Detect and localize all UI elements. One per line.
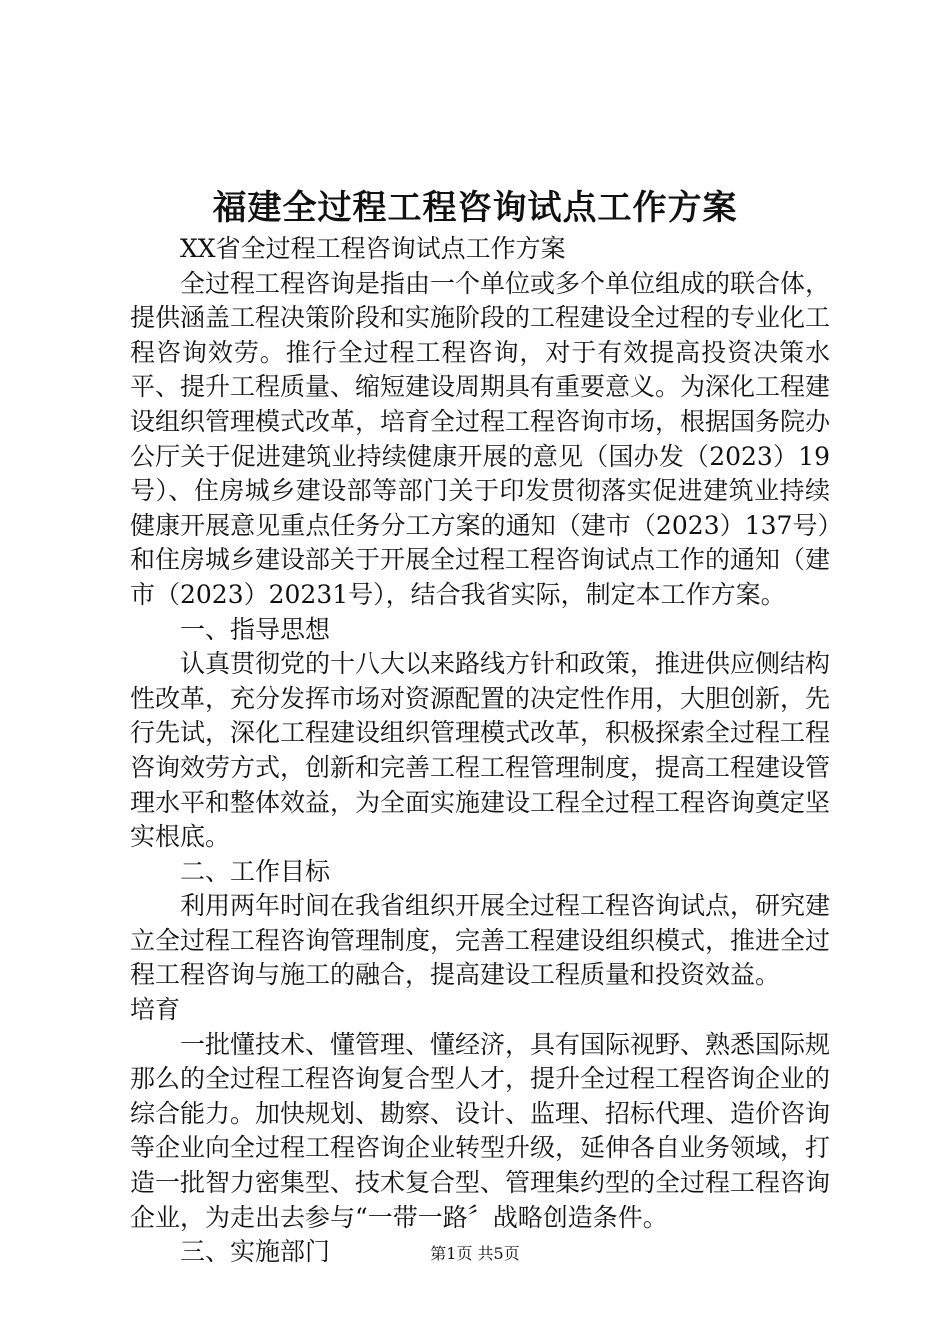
section-heading-work-goals: 二、工作目标 <box>180 856 331 886</box>
document-title: 福建全过程工程咨询试点工作方案 <box>212 188 738 228</box>
section-heading-implementing-departments: 三、实施部门 <box>180 1237 331 1267</box>
paragraph-talent: 一批懂技术、懂管理、懂经济，具有国际视野、熟悉国际规那么的全过程工程咨询复合型人才，提升全过程工程咨询企业的综合能力。加快规划、勘察、设计、监理、招标代理、造价咨询等企业向全过程工程咨询企业转型升级，延伸各自业务领域，打造一批智力密集型、技术复合型、管理集约型的全过程工程咨询企业，为走出去参与“一带一路〞战略创造条件。 <box>130 1029 831 1232</box>
document-body <box>130 232 830 1270</box>
page-footer: 第1页 共5页 <box>430 1244 520 1263</box>
paragraph-intro: 全过程工程咨询是指由一个单位或多个单位组成的联合体，提供涵盖工程决策阶段和实施阶段的工程建设全过程的专业化工程咨询效劳。推行全过程工程咨询，对于有效提高投资决策水平、提升工程质量、缩短建设周期具有重要意义。为深化工程建设组织管理模式改革，培育全过程工程咨询市场，根据国务院办公厅关于促进建筑业持续健康开展的意见（国办发（2023）19号）、住房城乡建设部等部门关于印发贯彻落实促进建筑业持续健康开展意见重点任务分工方案的通知（建市（2023）137号）和住房城乡建设部关于开展全过程工程咨询试点工作的通知（建市（2023）20231号），结合我省实际，制定本工作方案。 <box>130 268 831 609</box>
paragraph-work-goals: 利用两年时间在我省组织开展全过程工程咨询试点，研究建立全过程工程咨询管理制度，完善工程建设组织模式，推进全过程工程咨询与施工的融合，提高建设工程质量和投资效益。 <box>130 891 831 990</box>
section-heading-guiding-ideology: 一、指导思想 <box>180 614 331 644</box>
document-subtitle: XX省全过程工程咨询试点工作方案 <box>180 234 566 263</box>
paragraph-cultivate: 培育 <box>130 995 181 1025</box>
paragraph-guiding-ideology: 认真贯彻党的十八大以来路线方针和政策，推进供应侧结构性改革，充分发挥市场对资源配置的决定性作用，大胆创新，先行先试，深化工程建设组织管理模式改革，积极探索全过程工程咨询效劳方式，创新和完善工程工程管理制度，提高工程建设管理水平和整体效益，为全面实施建设工程全过程工程咨询奠定坚实根底。 <box>130 649 831 852</box>
